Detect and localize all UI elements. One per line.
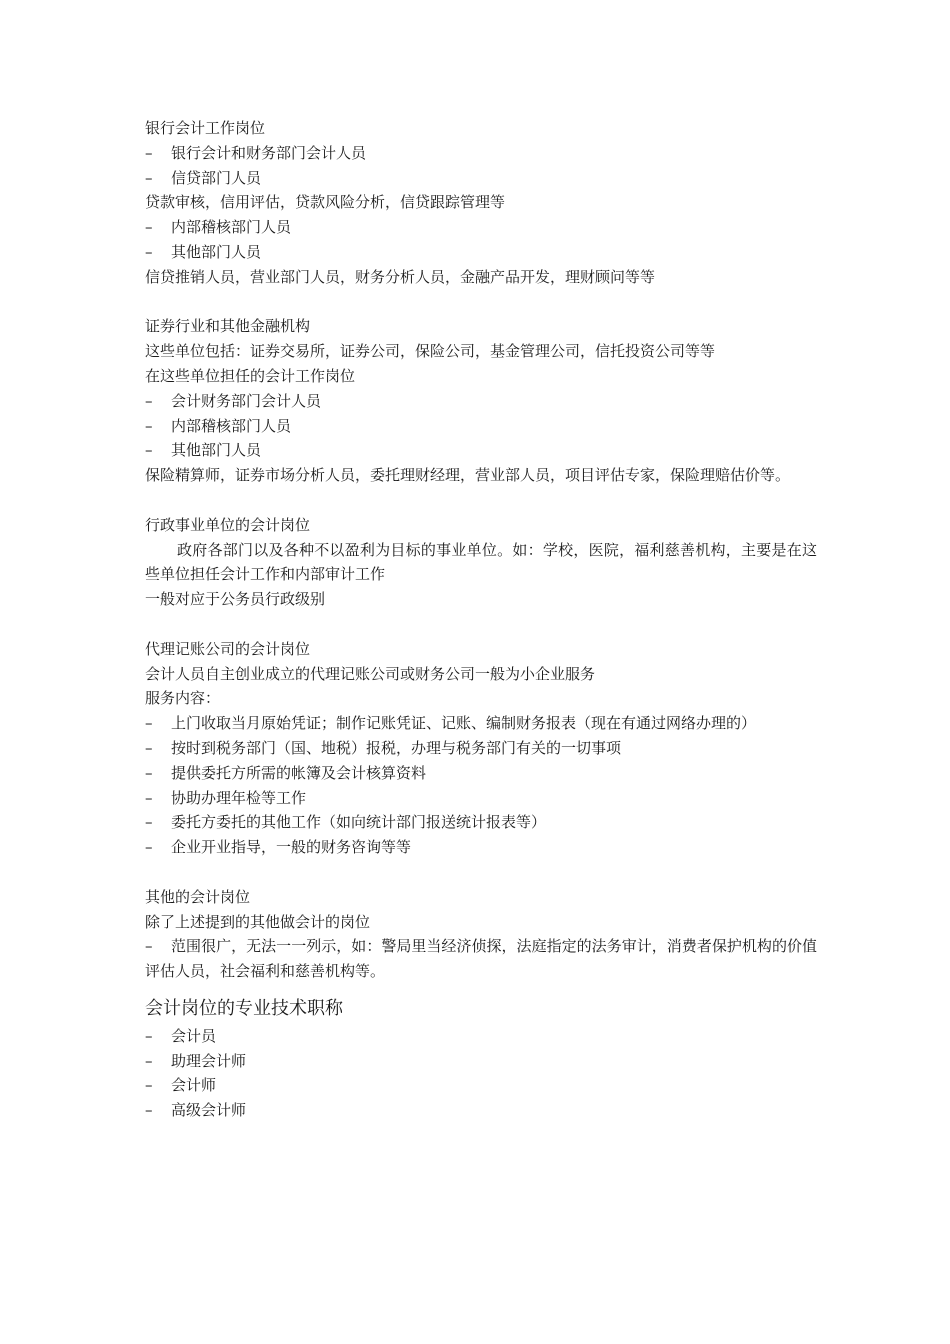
item-description: 信贷推销人员，营业部门人员，财务分析人员，金融产品开发，理财顾问等等 xyxy=(145,267,656,286)
list-item: – 协助办理年检等工作 xyxy=(145,786,817,811)
dash-marker: – xyxy=(145,1101,153,1120)
agency-section-title: 代理记账公司的会计岗位 xyxy=(145,639,311,658)
paragraph-line: 会计人员自主创业成立的代理记账公司或财务公司一般为小企业服务 xyxy=(145,664,596,683)
list-item: – 内部稽核部门人员 xyxy=(145,414,817,439)
paragraph-line: 一般对应于公务员行政级别 xyxy=(145,590,326,609)
document-body xyxy=(145,116,817,1123)
list-item: – 高级会计师 xyxy=(145,1098,817,1123)
dash-marker: – xyxy=(145,441,153,460)
dash-marker: – xyxy=(145,714,153,733)
list-item: – 助理会计师 xyxy=(145,1049,817,1074)
dash-marker: – xyxy=(145,416,153,435)
dash-marker: – xyxy=(145,143,153,162)
list-item: – 信贷部门人员 xyxy=(145,166,817,191)
spacer xyxy=(145,290,817,315)
dash-marker: – xyxy=(145,813,153,832)
list-item: – 会计员 xyxy=(145,1024,817,1049)
item-description: 保险精算师，证券市场分析人员，委托理财经理，营业部人员，项目评估专家，保险理赔估价等。 xyxy=(145,466,791,485)
paragraph-line: 这些单位包括：证券交易所，证券公司，保险公司，基金管理公司，信托投资公司等等 xyxy=(145,342,716,361)
paragraph-line: 除了上述提到的其他做会计的岗位 xyxy=(145,912,371,931)
other-section-title: 其他的会计岗位 xyxy=(145,887,251,906)
dash-marker: – xyxy=(145,838,153,857)
list-item: – 上门收取当月原始凭证；制作记账凭证、记账、编制财务报表（现在有通过网络办理的） xyxy=(145,711,817,736)
item-description: 贷款审核，信用评估，贷款风险分析，信贷跟踪管理等 xyxy=(145,193,506,212)
dash-marker: – xyxy=(145,1076,153,1095)
dash-marker: – xyxy=(145,738,153,757)
dash-marker: – xyxy=(145,168,153,187)
dash-marker: – xyxy=(145,1026,153,1045)
list-item: – 会计师 xyxy=(145,1073,817,1098)
paragraph-line: 服务内容： xyxy=(145,689,221,708)
list-item: – 内部稽核部门人员 xyxy=(145,215,817,240)
list-item: – 其他部门人员 xyxy=(145,240,817,265)
list-item: – 范围很广，无法一一列示，如：警局里当经济侦探，法庭指定的法务审计，消费者保护机构的价值评估人员，社会福利和慈善机构等。 xyxy=(145,934,817,984)
paragraph: 政府各部门以及各种不以盈利为目标的事业单位。如：学校，医院，福利慈善机构，主要是在这些单位担任会计工作和内部审计工作 xyxy=(145,540,817,584)
spacer xyxy=(145,984,817,994)
list-item: – 提供委托方所需的帐簿及会计核算资料 xyxy=(145,761,817,786)
dash-marker: – xyxy=(145,1051,153,1070)
list-item: – 会计财务部门会计人员 xyxy=(145,389,817,414)
dash-marker: – xyxy=(145,788,153,807)
bank-section-title: 银行会计工作岗位 xyxy=(145,119,266,137)
list-item: – 企业开业指导，一般的财务咨询等等 xyxy=(145,835,817,860)
paragraph-line: 在这些单位担任的会计工作岗位 xyxy=(145,366,356,385)
dash-marker: – xyxy=(145,391,153,410)
list-item: – 银行会计和财务部门会计人员 xyxy=(145,141,817,166)
spacer xyxy=(145,860,817,885)
admin-section-title: 行政事业单位的会计岗位 xyxy=(145,515,311,534)
titles-heading: 会计岗位的专业技术职称 xyxy=(145,997,343,1019)
dash-marker: – xyxy=(145,218,153,237)
spacer xyxy=(145,612,817,637)
securities-section-title: 证券行业和其他金融机构 xyxy=(145,317,311,336)
dash-marker: – xyxy=(145,242,153,261)
list-item: – 其他部门人员 xyxy=(145,438,817,463)
list-item: – 按时到税务部门（国、地税）报税，办理与税务部门有关的一切事项 xyxy=(145,736,817,761)
list-item: – 委托方委托的其他工作（如向统计部门报送统计报表等） xyxy=(145,810,817,835)
dash-marker: – xyxy=(145,763,153,782)
dash-marker: – xyxy=(145,937,153,956)
spacer xyxy=(145,488,817,513)
